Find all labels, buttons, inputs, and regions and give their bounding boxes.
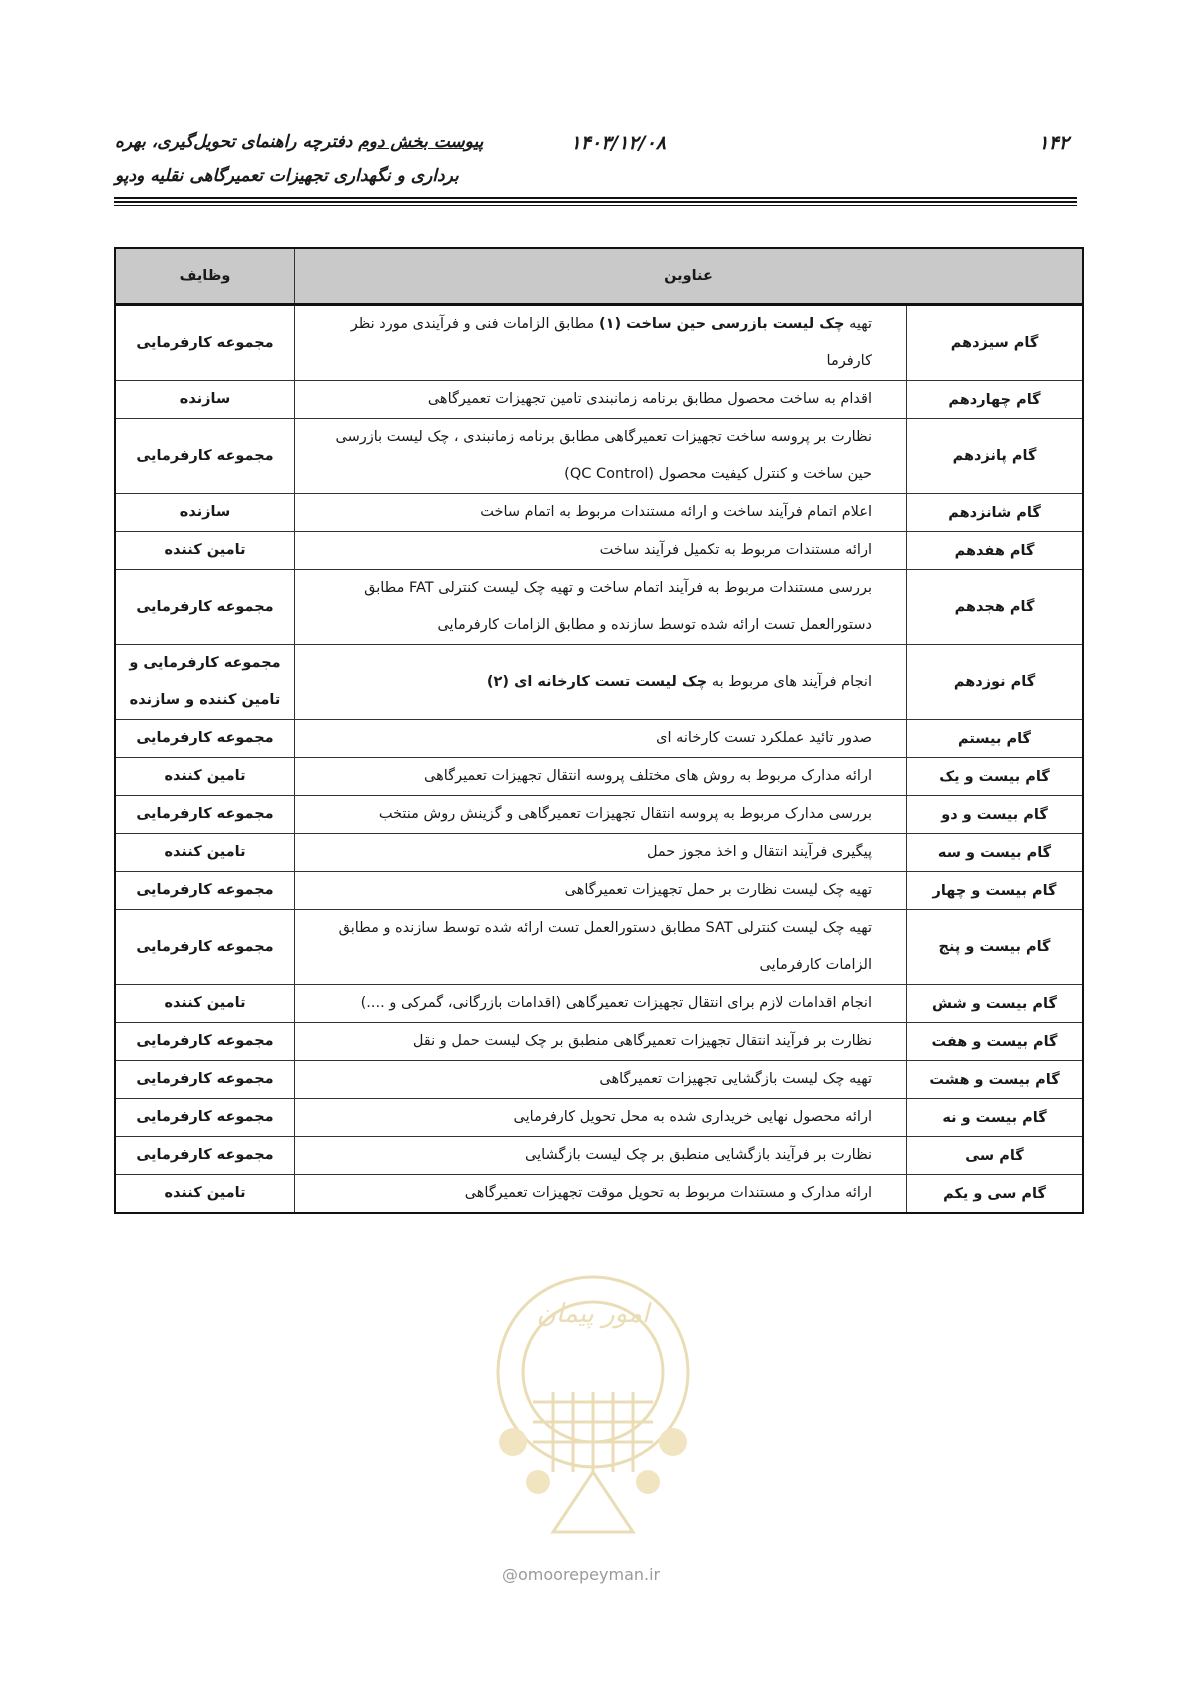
title-line-1-rest: دفترچه راهنمای تحویل‌گیری، بهره [115,132,359,152]
desc-text: ارائه مستندات مربوط به تکمیل فرآیند ساخت [599,542,872,558]
desc-text: انجام فرآیند های مربوط به [707,673,872,690]
step-label: گام بیست و هفت [907,1023,1084,1061]
table-row [115,1137,1083,1175]
responsible-party: تامین کننده [115,758,295,796]
responsible-party: مجموعه کارفرمایی [115,872,295,910]
desc-text: اعلام اتمام فرآیند ساخت و ارائه مستندات مربوط به اتمام ساخت [480,504,872,520]
table-row [115,1023,1083,1061]
step-description [295,796,907,834]
desc-bold: چک لیست تست کارخانه ای (۲) [486,673,708,690]
table-row [115,1061,1083,1099]
desc-text: مطابق الزامات فنی و فرآیندی مورد نظر کارفرما [350,316,872,369]
responsible-party: مجموعه کارفرمایی [115,720,295,758]
watermark-url: @omoorepeyman.ir [502,1565,661,1584]
step-description [295,305,907,381]
step-label: گام چهاردهم [907,381,1084,419]
step-label: گام بیست و نه [907,1099,1084,1137]
table-row [115,494,1083,532]
responsible-party: مجموعه کارفرمایی [115,796,295,834]
step-label: گام بیست و هشت [907,1061,1084,1099]
desc-text: تهیه چک لیست بازگشایی تجهیزات تعمیرگاهی [599,1071,872,1087]
header-rule [114,201,1077,203]
step-description [295,910,907,985]
responsible-party: سازنده [115,494,295,532]
responsible-party: تامین کننده [115,1175,295,1214]
responsible-party: مجموعه کارفرمایی [115,1061,295,1099]
document-title-line-1 [115,132,483,152]
desc-text: انجام اقدامات لازم برای انتقال تجهیزات تعمیرگاهی (اقدامات بازرگانی، گمرکی و ....) [360,995,872,1011]
table-row [115,419,1083,494]
desc-text: بررسی مدارک مربوط به پروسه انتقال تجهیزات تعمیرگاهی و گزینش روش منتخب [378,806,872,822]
responsible-party: تامین کننده [115,532,295,570]
table-row [115,305,1083,381]
table-row [115,758,1083,796]
responsible-party: مجموعه کارفرمایی [115,910,295,985]
step-description [295,1061,907,1099]
table-row [115,1175,1083,1214]
step-description [295,419,907,494]
table-row [115,720,1083,758]
step-label: گام بیست و چهار [907,872,1084,910]
header-rule [114,205,1077,206]
responsible-party: تامین کننده [115,985,295,1023]
table-row [115,872,1083,910]
table-row [115,645,1083,720]
step-label: گام بیستم [907,720,1084,758]
step-label: گام بیست و یک [907,758,1084,796]
page-header [115,128,1077,198]
desc-text: نظارت بر فرآیند بازگشایی منطبق بر چک لیست بازگشایی [524,1147,872,1163]
desc-text: نظارت بر فرآیند انتقال تجهیزات تعمیرگاهی منطبق بر چک لیست حمل و نقل [412,1033,872,1049]
step-label: گام نوزدهم [907,645,1084,720]
step-description [295,494,907,532]
table-row [115,796,1083,834]
desc-text: پیگیری فرآیند انتقال و اخذ مجوز حمل [646,844,872,860]
watermark-logo-icon [478,1252,708,1552]
step-label: گام بیست و سه [907,834,1084,872]
step-description [295,381,907,419]
step-description [295,985,907,1023]
desc-text: تهیه چک لیست نظارت بر حمل تجهیزات تعمیرگاهی [564,882,872,898]
document-title-line-2: برداری و نگهداری تجهیزات تعمیرگاهی نقلیه ودپو [115,166,459,186]
header-titles: عناوین [295,248,1084,305]
responsible-party: مجموعه کارفرمایی [115,419,295,494]
desc-text: ارائه مدارک و مستندات مربوط به تحویل موقت تجهیزات تعمیرگاهی [464,1185,872,1201]
step-label: گام سیزدهم [907,305,1084,381]
table-row [115,532,1083,570]
header-rule [114,197,1077,199]
table-row [115,834,1083,872]
step-label: گام سی و یکم [907,1175,1084,1214]
step-label: گام هفدهم [907,532,1084,570]
responsible-party: سازنده [115,381,295,419]
responsible-party: مجموعه کارفرمایی [115,1099,295,1137]
desc-text: بررسی مستندات مربوط به فرآیند اتمام ساخت و تهیه چک لیست کنترلی FAT مطابق دستورالعمل تست ارائه شده توسط سازنده و مطابق الزامات کارفرمایی [364,580,872,633]
responsible-party: تامین کننده [115,834,295,872]
header-duties: وظایف [115,248,295,305]
responsible-party: مجموعه کارفرمایی [115,305,295,381]
step-description [295,872,907,910]
responsible-party: مجموعه کارفرمایی [115,1137,295,1175]
step-label: گام سی [907,1137,1084,1175]
step-label: گام پانزدهم [907,419,1084,494]
step-description [295,834,907,872]
step-label: گام هجدهم [907,570,1084,645]
watermark-logo-text: امور پیمان [536,1299,650,1329]
step-label: گام بیست و شش [907,985,1084,1023]
title-appendix-label: پیوست بخش دوم [358,132,484,152]
steps-table [114,247,1084,1214]
table-row [115,570,1083,645]
table-row [115,1099,1083,1137]
step-label: گام بیست و پنج [907,910,1084,985]
desc-text: تهیه [844,316,872,332]
table-row [115,381,1083,419]
table-header-row [115,248,1083,305]
desc-text: ارائه محصول نهایی خریداری شده به محل تحویل کارفرمایی [513,1109,872,1125]
step-label: گام شانزدهم [907,494,1084,532]
desc-text: تهیه چک لیست کنترلی SAT مطابق دستورالعمل تست ارائه شده توسط سازنده و مطابق الزامات کارفرمایی [338,920,872,973]
responsible-party: مجموعه کارفرمایی و تامین کننده و سازنده [115,645,295,720]
step-description [295,1023,907,1061]
step-description [295,570,907,645]
step-description [295,720,907,758]
desc-text: ارائه مدارک مربوط به روش های مختلف پروسه انتقال تجهیزات تعمیرگاهی [424,768,872,784]
step-description [295,758,907,796]
table-row [115,910,1083,985]
step-description [295,532,907,570]
responsible-party: مجموعه کارفرمایی [115,570,295,645]
desc-text: صدور تائید عملکرد تست کارخانه ای [656,730,872,746]
desc-text: اقدام به ساخت محصول مطابق برنامه زمانبندی تامین تجهیزات تعمیرگاهی [427,391,872,407]
step-description [295,1175,907,1214]
document-date: ۱۴۰۳/۱۲/۰۸ [570,132,666,154]
desc-bold: چک لیست بازرسی حین ساخت (۱) [598,316,845,332]
step-description [295,1137,907,1175]
page-number: ۱۴۲ [1038,132,1069,154]
step-description [295,645,907,720]
step-label: گام بیست و دو [907,796,1084,834]
responsible-party: مجموعه کارفرمایی [115,1023,295,1061]
table-row [115,985,1083,1023]
step-description [295,1099,907,1137]
desc-text: نظارت بر پروسه ساخت تجهیزات تعمیرگاهی مطابق برنامه زمانبندی ، چک لیست بازرسی حین ساخت و کنترل کیفیت محصول (QC Control) [335,429,872,482]
